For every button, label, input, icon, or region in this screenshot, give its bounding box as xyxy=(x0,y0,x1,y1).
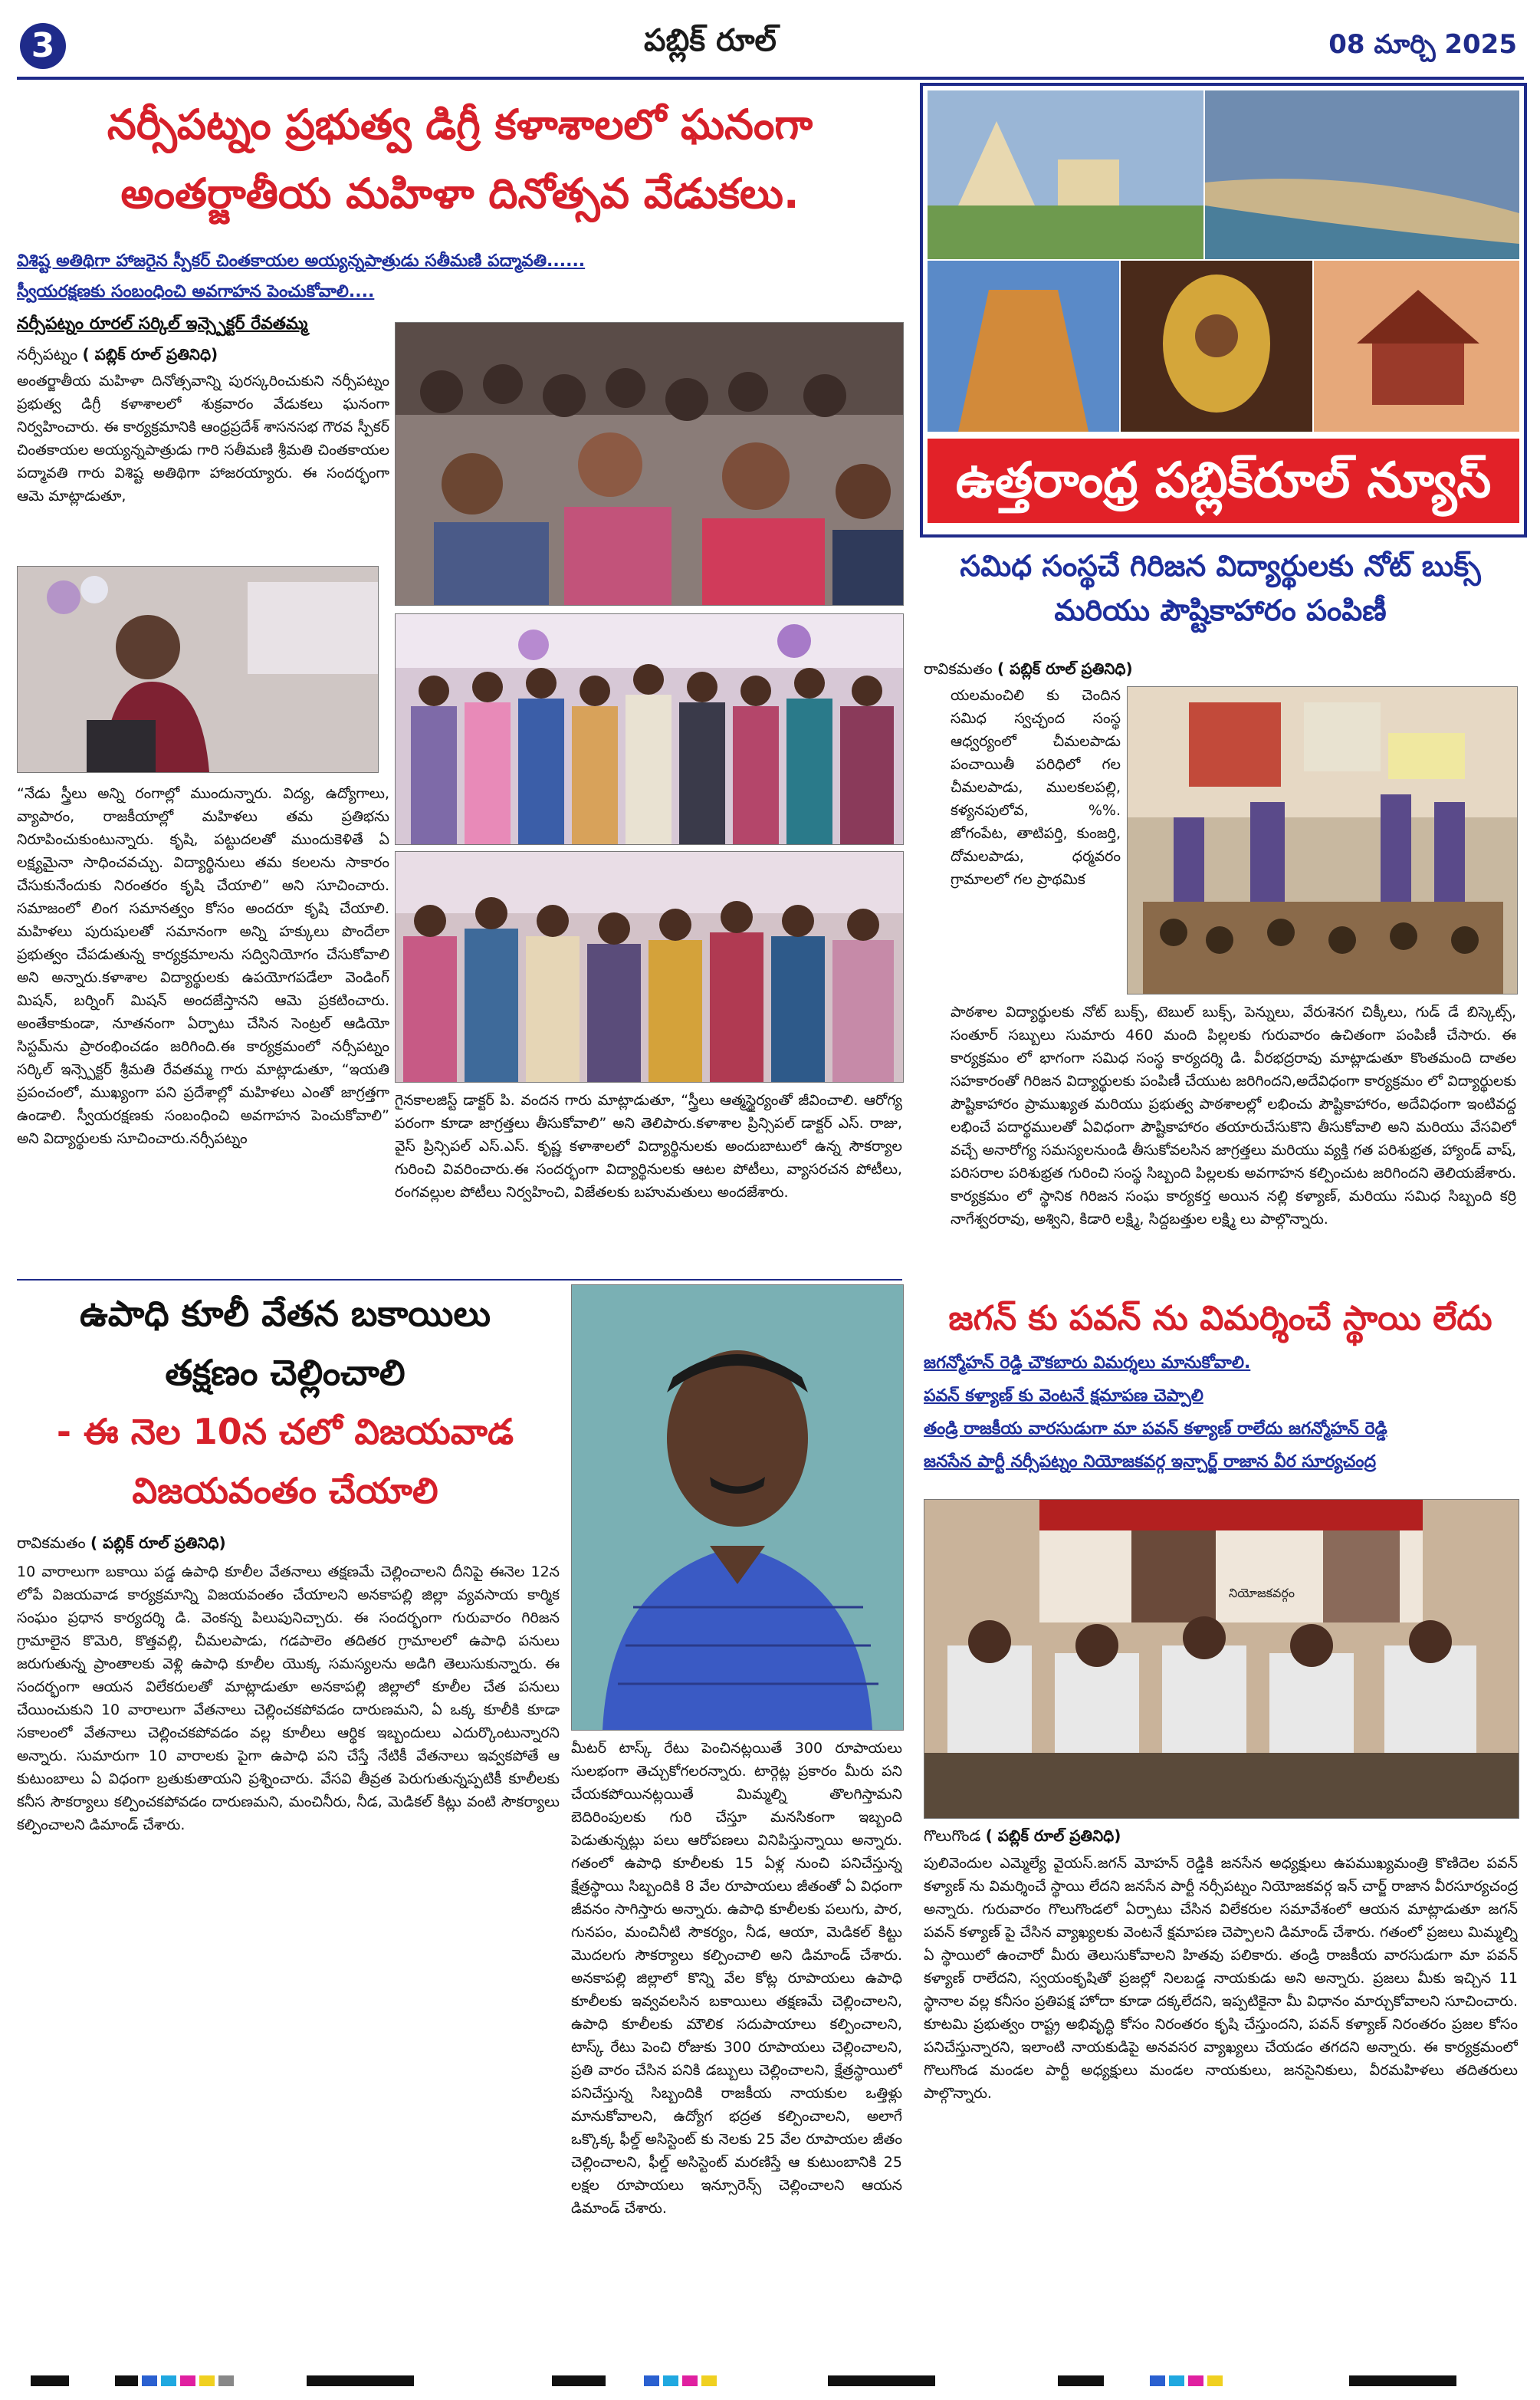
issue-date: 08 మార్చి 2025 xyxy=(1328,29,1517,60)
article1-paragraph-2: “నేడు స్త్రీలు అన్ని రంగాల్లో ముందున్నారు. విద్య, ఉద్యోగాలు, వ్యాపారం, రాజకీయాల్లో మహిళలు తమ ప్రతిభను నిరూపించుకుంటున్నారు. కృషి, పట్టుదలతో ముందుకెళితే ఏ లక్ష్యమైనా సాధించవచ్చు. విద్యార్థినులు తమ కలలను సాకారం చేసుకునేందుకు నిరంతరం కృషి చేయాలి” అని సూచించారు. సమాజంలో లింగ సమానత్వం కోసం అందరూ కృషి చేయాలి. మహిళలు పురుషులతో సమానంగా అన్ని హక్కులు పొందేలా ప్రభుత్వం చేపడుతున్న కార్యక్రమాలను సద్వినియోగం చేసుకోవాలి అని అన్నారు.కళాశాల విద్యార్థులకు ఉపయోగపడేలా వెండింగ్ మిషన్, బర్నింగ్ మిషన్ అందజేస్తానని ఆమె ప్రకటించారు. అంతేకాకుండా, నూతనంగా ఏర్పాటు చేసిన సెంట్రల్ ఆడియో సిస్టమ్‌ను ప్రారంభించడం జరిగింది.ఈ కార్యక్రమంలో నర్సీపట్నం సర్కిల్ ఇన్స్పెక్టర్ శ్రీమతి రేవతమ్మ గారు మాట్లాడుతూ, “ఇయతి ప్రపంచంలో, ముఖ్యంగా పని ప్రదేశాల్లో మహిళలు ఎంతో జాగ్రత్తగా ఉండాలి. స్వీయరక్షణకు సంబంధించి అవగాహన పెంచుకోవాలి” అని విద్యార్థులకు సూచించారు.నర్సీపట్నం xyxy=(17,785,389,1147)
article3-paragraph-1: 10 వారాలుగా బకాయి పడ్డ ఉపాధి కూలీల వేతనాలు తక్షణమే చెల్లించాలని దీనిపై ఈనెల 12న లోపే విజయవాడ కార్యక్రమాన్ని విజయవంతం చేయాలని అనకాపల్లి జిల్లా వ్యవసాయ కార్మిక సంఘం ప్రధాన కార్యదర్శి డి. వెంకన్న పిలుపునిచ్చారు. ఈ సందర్భంగా గురువారం గిరిజన గ్రామాలైన కొమెరి, కొత్తవల్లి, చీమలపాడు, గడపాలెం తదితర గ్రామాలలో ఉపాధి పనులు జరుగుతున్న ప్రాంతాలకు వెళ్లి ఉపాధి కూలీల యొక్క సమస్యలను అడిగి తెలుసుకున్నారు. ఈ సందర్భంగా ఆయన విలేకరులతో మాట్లాడుతూ అనకాపల్లి జిల్లాలో కూలీల చేత పనులు చేయించుకుని 10 వారాలుగా వేతనాలు చెల్లించకపోవడం దారుణమని, ఏ ఒక్క కూలీకి కూడా సకాలంలో వేతనాలు చెల్లించకపోవడం వల్ల కూలీలు ఆర్థిక ఇబ్బందులు ఎదుర్కొంటున్నారని అన్నారు. సుమారుగా 10 వారాలకు పైగా ఉపాధి పని చేస్తే నేటికీ వేతనాలు ఇవ్వకపోతే ఆ కుటుంబాలు ఏ విధంగా బ్రతుకుతాయని ప్రశ్నించారు. వేసవి తీవ్రత పెరుగుతున్నప్పటికీ కూలీలకు కనీస సౌకర్యాలు కల్పించకపోవడం దారుణమని, మంచినీరు, నీడ, మెడికల్ కిట్లు వంటి సౌకర్యాలు కల్పించాలని డిమాండ్ చేశారు. xyxy=(17,1563,560,1833)
byline-source: ( పబ్లిక్ రూల్ ప్రతినిధి) xyxy=(985,1826,1121,1845)
banner-title: ఉత్తరాంధ్ర పబ్లిక్‌రూల్ న్యూస్ xyxy=(928,439,1519,523)
article1-subhead-1: విశిష్ట అతిథిగా హాజరైన స్పీకర్ చింతకాయల అయ్యన్నపాత్రుడు సతీమణి పద్మావతి...... xyxy=(17,252,586,271)
print-color-bars xyxy=(0,2375,1540,2392)
byline-source: ( పబ్లిక్ రూల్ ప్రతినిధి) xyxy=(997,659,1133,678)
press-meet-photo xyxy=(924,1499,1519,1819)
press-meet-banner-text: నియోజకవర్గం xyxy=(1229,1586,1295,1600)
group-photo-3 xyxy=(395,851,904,1083)
divider-line xyxy=(17,1279,902,1281)
article2-byline xyxy=(924,658,1307,679)
article4-headline: జగన్ కు పవన్ ను విమర్శించే స్థాయి లేదు xyxy=(948,1299,1492,1338)
article1-subhead-3: నర్సీపట్నం రూరల్ సర్కిల్ ఇన్స్పెక్టర్ రేవతమ్మ xyxy=(17,314,308,334)
article4-subhead-2: పవన్ కళ్యాణ్ కు వెంటనే క్షమాపణ చెప్పాలి xyxy=(924,1386,1203,1405)
article1-paragraph-1: అంతర్జాతీయ మహిళా దినోత్సవాన్ని పురస్కరించుకుని నర్సీపట్నం ప్రభుత్వ డిగ్రీ కళాశాలలో శుక్రవారం వేడుకలు ఘనంగా నిర్వహించారు. ఈ కార్యక్రమానికి ఆంధ్రప్రదేశ్ శాసనసభ గౌరవ స్పీకర్ చింతకాయల అయ్యన్నపాత్రుడు గారి సతీమణి శ్రీమతి చింతకాయల పద్మావతి గారు విశిష్ట అతిథిగా హాజరయ్యారు. ఈ సందర్భంగా ఆమె మాట్లాడుతూ, xyxy=(17,373,389,505)
page-number: 3 xyxy=(20,23,66,69)
article3-headline-line3: - ఈ నెల 10న చలో విజయవాడ xyxy=(56,1411,514,1452)
article1-byline xyxy=(17,344,385,365)
speaker-photo xyxy=(17,566,379,773)
article4-paragraph-1: పులివెందుల ఎమ్మెల్యే వైయస్.జగన్ మోహన్ రెడ్డికి జనసేన అధ్యక్షులు ఉపముఖ్యమంత్రి కొణిదెల పవన్ కళ్యాణ్ ను విమర్శించే స్థాయి లేదని జనసేన పార్టీ నర్సీపట్నం నియోజకవర్గ ఇన్ చార్జ్ రాజాన వీరసూర్యచంద్ర అన్నారు. గురువారం గొలుగొండలో ఏర్పాటు చేసిన విలేకరుల సమావేశంలో ఆయన మాట్లాడుతూ జగన్ పవన్ కళ్యాణ్ పై చేసిన వ్యాఖ్యలకు వెంటనే క్షమాపణ చెప్పాలని డిమాండ్ చేశారు. గతంలో ప్రజలు మిమ్మల్ని ఏ స్థాయిలో ఉంచారో మీరు తెలుసుకోవాలని హితవు పలికారు. తండ్రి రాజకీయ వారసుడుగా మా పవన్ కళ్యాణ్ రాలేదని, స్వయంకృషితో ప్రజల్లో నిలబడ్డ నాయకుడు అని అన్నారు. ప్రజలు మీకు ఇచ్చిన 11 స్థానాల వల్ల కనీసం ప్రతిపక్ష హోదా కూడా దక్కలేదని, ఇప్పటికైనా మీ విధానం మార్చుకోవాలని సూచించారు. కూటమి ప్రభుత్వం రాష్ట్ర అభివృద్ధి కోసం నిరంతరం కృషి చేస్తుందని, పవన్ కళ్యాణ్ నిరంతరం ప్రజల కోసం పనిచేస్తున్నారని, ఇలాంటి నాయకుడిపై అనవసర వ్యాఖ్యలు చేయడం తగదని అన్నారు. ఈ కార్యక్రమంలో గొలుగొండ మండల పార్టీ అధ్యక్షులు మండల నాయకులు, జనసైనికులు, వీరమహిళలు తదితరులు పాల్గొన్నారు. xyxy=(924,1855,1518,2102)
byline-place: నర్సీపట్నం xyxy=(17,345,78,363)
group-photo-1 xyxy=(395,322,904,606)
article2-headline-line2: మరియు పౌష్టికాహారం పంపిణీ xyxy=(1054,593,1387,627)
byline-place: రావికమతం xyxy=(17,1534,86,1552)
byline-place: గొలుగొండ xyxy=(924,1826,981,1845)
article2-paragraph-1: యలమంచిలి కు చెందిన సమిధ స్వచ్ఛంద సంస్థ ఆధ్వర్యంలో చీమలపాడు పంచాయితీ పరిధిలో గల చీమలపాడు, ములకలపల్లి, కళ్యనపులోవ, %%. జోగంపేట, తాటిపర్తి, కుంజర్తి, దోమలపాడు, ధర్మవరం గ్రామాలలో గల ప్రాథమిక xyxy=(951,687,1121,888)
article1-headline-line1: నర్సీపట్నం ప్రభుత్వ డిగ్రీ కళాశాలలో ఘనంగా xyxy=(107,100,813,149)
article3-paragraph-2: మీటర్ టాస్క్ రేటు పెంచినట్లయితే 300 రూపాయలు సులభంగా తెచ్చుకోగలరన్నారు. టార్గెట్ల ప్రకారం మీరు పని చేయకపోయినట్లయితే మిమ్మల్ని తొలగిస్తామని బెదిరింపులకు గురి చేస్తూ మనసికంగా ఇబ్బంది పెడుతున్నట్లు పలు ఆరోపణలు వినిపిస్తున్నాయి అన్నారు. గతంలో ఉపాధి కూలీలకు 15 ఏళ్ల నుంచి పనిచేస్తున్న క్షేత్రస్థాయి సిబ్బందికి 8 వేల రూపాయలు జీతంతో ఏ విధంగా జీవనం సాగిస్తారు అన్నారు. ఉపాధి కూలీలకు పలుగు, పార, గునపం, మంచినీటి సౌకర్యం, నీడ, ఆయా, మెడికల్ కిట్టు మొదలగు సౌకర్యాలు కల్పించాలి అని డిమాండ్ చేశారు. అనకాపల్లి జిల్లాలో కొన్ని వేల కోట్ల రూపాయలు ఉపాధి కూలీలకు ఇవ్వవలసిన బకాయిలు తక్షణమే చెల్లించాలని, ఉపాధి కూలీలకు మౌలిక సదుపాయాలు కల్పించాలని, టాస్క్ రేటు పెంచి రోజుకు 300 రూపాయలు చెల్లించాలని, ప్రతి వారం చేసిన పనికి డబ్బులు చెల్లించాలని, క్షేత్రస్థాయిలో పనిచేస్తున్న సిబ్బందికి రాజకీయ నాయకుల ఒత్తిళ్లు మానుకోవాలని, ఉద్యోగ భద్రత కల్పించాలని, అలాగే ఒక్కొక్క ఫీల్డ్ అసిస్టెంట్ కు నెలకు 25 వేల రూపాయల జీతం చెల్లించాలని, ఫీల్డ్ అసిస్టెంట్ మరణిస్తే ఆ కుటుంబానికి 25 లక్షల రూపాయలు ఇన్సూరెన్స్ చెల్లించాలని ఆయన డిమాండ్ చేశారు. xyxy=(571,1740,902,2217)
article4-byline xyxy=(924,1825,1518,1846)
article3-headline-line4: విజయవంతం చేయాలి xyxy=(132,1470,438,1511)
byline-source: ( పబ్లిక్ రూల్ ప్రతినిధి) xyxy=(90,1534,226,1552)
article1-headline-line2: అంతర్జాతీయ మహిళా దినోత్సవ వేడుకలు. xyxy=(120,169,800,218)
article4-subhead-4: జనసేన పార్టీ నర్సీపట్నం నియోజకవర్గ ఇన్చార్జ్ రాజాన వీర సూర్యచంద్ర xyxy=(924,1452,1377,1471)
school-distribution-photo xyxy=(1127,686,1518,995)
article1-subhead-2: స్వీయరక్షణకు సంబంధించి అవగాహన పెంచుకోవాలి.... xyxy=(17,282,375,301)
article3-headline-line1: ఉపాధి కూలీ వేతన బకాయిలు xyxy=(80,1293,491,1334)
leader-portrait xyxy=(571,1284,904,1731)
article2-headline-line1: సమిధ సంస్థచే గిరిజన విద్యార్థులకు నోట్ బుక్స్ xyxy=(960,549,1481,583)
article3-byline xyxy=(17,1532,553,1553)
article2-paragraph-2: పాఠశాల విద్యార్థులకు నోట్ బుక్స్, టెబుల్ బుక్స్, పెన్నులు, వేరుశెనగ చిక్కీలు, గుడ్ డే బిస్కెట్స్, సంతూర్ సబ్బులు సుమారు 460 మంది పిల్లలకు గురువారం ఉచితంగా పంపిణీ చేసారు. ఈ కార్యక్రమం లో భాగంగా సమిధ సంస్థ కార్యదర్శి డి. వీరభద్రరావు మాట్లాడుతూ కొంతమంది దాతల సహకారంతో గిరిజన విద్యార్థులకు పంపిణీ చేయుట జరిగిందని,అదేవిధంగా కార్యక్రమం లో విద్యార్థులకు పౌష్టికాహారం ప్రాముఖ్యత మరియు ప్రభుత్వ పాఠశాలల్లో లభించు పౌష్టికాహారం, అదేవిధంగా ఇంటివద్ద లభించే పదార్థములతో ఏవిధంగా పౌష్టికాహారం తయారుచేసుకొని తీసుకోవాలి అని మరియు వేసవిలో వచ్చే అనారోగ్య సమస్యలనుండి తీసుకోవలసిన జాగ్రత్తలు మరియు వ్యక్తి గత పరిశుభ్రత, హ్యాండ్ వాష్, పరిసరాల పరిశుభ్రత గురించి సంస్థ సిబ్బంది పిల్లలకు అవగాహన కల్పించుట జరిగిందని తెలియజేశారు. కార్యక్రమం లో స్థానిక గిరిజన సంఘ కార్యకర్త అయిన నల్లి కళ్యాణ్, మరియు సమిధ సిబ్బంది కర్రి నాగేశ్వరరావు, అశ్విని, కిడారి లక్ష్మి, సిద్దబత్తుల లక్ష్మి లు పాల్గొన్నారు. xyxy=(951,1004,1516,1228)
article1-paragraph-3: గైనకాలజిస్ట్ డాక్టర్ పి. వందన గారు మాట్లాడుతూ, “స్త్రీలు ఆత్మస్థైర్యంతో జీవించాలి. ఆరోగ్య పరంగా కూడా జాగ్రత్తలు తీసుకోవాలి” అని తెలిపారు.కళాశాల ప్రిన్సిపల్ డాక్టర్ ఎస్. రాజు, వైస్ ప్రిన్సిపల్ ఎస్.ఎస్. కృష్ణ కళాశాలలో విద్యార్థినులకు అందుబాటులో ఉన్న సౌకర్యాల గురించి వివరించారు.ఈ సందర్భంగా విద్యార్థినులకు ఆటల పోటీలు, వ్యాసరచన పోటీలు, రంగవల్లుల పోటీలు నిర్వహించి, విజేతలకు బహుమతులు అందజేశారు. xyxy=(395,1092,902,1201)
tourism-collage xyxy=(928,90,1519,432)
paper-name: పబ్లిక్ రూల్ xyxy=(644,23,777,58)
group-photo-2 xyxy=(395,613,904,845)
byline-place: రావికమతం xyxy=(924,659,993,678)
article4-subhead-3: తండ్రి రాజకీయ వారసుడుగా మా పవన్ కళ్యాణ్ రాలేదు జగన్మోహన్ రెడ్డి xyxy=(924,1419,1387,1438)
byline-source: ( పబ్లిక్ రూల్ ప్రతినిధి) xyxy=(82,345,218,363)
region-banner xyxy=(920,83,1527,538)
article3-headline-line2: తక్షణం చెల్లించాలి xyxy=(165,1352,406,1393)
article4-subhead-1: జగన్మోహన్ రెడ్డి చౌకబారు విమర్శలు మానుకోవాలి. xyxy=(924,1353,1251,1373)
